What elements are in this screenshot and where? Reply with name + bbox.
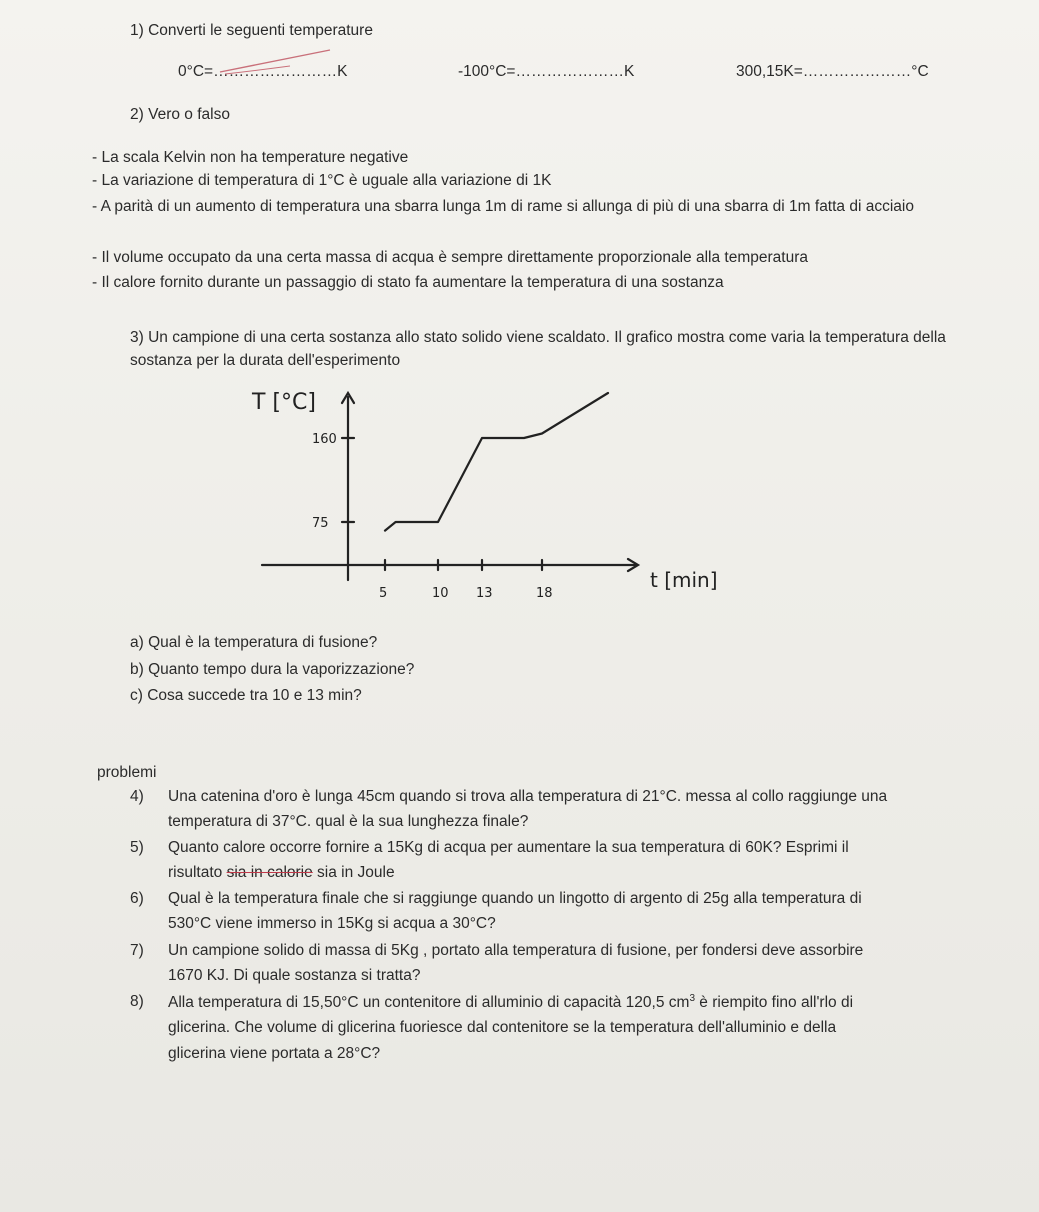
q1-item-3: 300,15K=…………………°C [736, 63, 929, 80]
q3-question-b: b) Quanto tempo dura la vaporizzazione? [130, 661, 415, 678]
x-tick-label: 13 [476, 586, 493, 601]
problem-4-number: 4) [130, 788, 144, 805]
problem-5-strikethrough: sia in calorie [226, 864, 313, 881]
x-tick-label: 18 [536, 586, 553, 601]
problem-7-number: 7) [130, 942, 144, 959]
problem-8-superscript: 3 [689, 993, 695, 1004]
problem-8-line-3: glicerina viene portata a 28°C? [168, 1045, 381, 1062]
y-axis-label: T [°C] [252, 390, 316, 415]
problem-5-text: risultato [168, 864, 227, 881]
problem-5-number: 5) [130, 839, 144, 856]
x-tick-label: 10 [432, 586, 449, 601]
q1-item-2: -100°C=…………………K [458, 63, 635, 80]
q3-intro: 3) Un campione di una certa sostanza allo stato solido viene scaldato. Il grafico mostra come varia la temperatura della sostanza per la durata dell'esperimento [130, 329, 946, 369]
temperature-chart [240, 375, 760, 610]
q2-statement-5: - Il calore fornito durante un passaggio di stato fa aumentare la temperatura di una sostanza [92, 274, 724, 291]
x-tick-label: 5 [379, 586, 388, 601]
q3-question-a: a) Qual è la temperatura di fusione? [130, 634, 378, 651]
problem-7-line-2: 1670 KJ. Di quale sostanza si tratta? [168, 967, 421, 984]
problem-8-text: Alla temperatura di 15,50°C un contenitore di alluminio di capacità 120,5 cm [168, 994, 690, 1012]
problem-6-line-2: 530°C viene immerso in 15Kg si acqua a 30°C? [168, 915, 496, 932]
q2-statement-4: - Il volume occupato da una certa massa di acqua è sempre direttamente proporzionale alla temperatura [92, 249, 808, 266]
pen-mark [210, 44, 370, 79]
y-tick-label: 75 [312, 516, 329, 531]
q3-question-c: c) Cosa succede tra 10 e 13 min? [130, 687, 362, 704]
problem-7-line-1: Un campione solido di massa di 5Kg , portato alla temperatura di fusione, per fondersi deve assorbire [168, 942, 864, 959]
q1-item-1: 0°C=……………………K [178, 63, 348, 80]
problem-6-line-1: Qual è la temperatura finale che si raggiunge quando un lingotto di argento di 25g alla temperatura di [168, 890, 862, 907]
problem-8-line-1 [168, 993, 853, 1012]
q2-heading: 2) Vero o falso [130, 106, 230, 123]
problems-heading: problemi [97, 764, 157, 781]
problem-8-number: 8) [130, 993, 144, 1010]
problem-8-line-2: glicerina. Che volume di glicerina fuoriesce dal contenitore se la temperatura dell'alluminio e della [168, 1019, 837, 1036]
x-axis-label: t [min] [650, 568, 718, 592]
heating-curve [385, 393, 608, 531]
problem-5-text-end: sia in Joule [312, 864, 395, 881]
q2-statement-3: - A parità di un aumento di temperatura una sbarra lunga 1m di rame si allunga di più di una sbarra di 1m fatta di acciaio [92, 198, 914, 215]
problem-5-line-1: Quanto calore occorre fornire a 15Kg di acqua per aumentare la sua temperatura di 60K? Esprimi il [168, 839, 849, 856]
q1-heading: 1) Converti le seguenti temperature [130, 22, 373, 39]
q2-statement-2: - La variazione di temperatura di 1°C è uguale alla variazione di 1K [92, 172, 552, 189]
problem-8-text-end: è riempito fino all'rlo di [695, 994, 854, 1012]
problem-4-line-1: Una catenina d'oro è lunga 45cm quando si trova alla temperatura di 21°C. messa al collo raggiunge una [168, 788, 888, 805]
problem-6-number: 6) [130, 890, 144, 907]
q2-statement-1: - La scala Kelvin non ha temperature negative [92, 149, 409, 166]
problem-4-line-2: temperatura di 37°C. qual è la sua lunghezza finale? [168, 813, 529, 830]
y-tick-label: 160 [312, 432, 337, 447]
problem-5-line-2 [168, 864, 395, 882]
